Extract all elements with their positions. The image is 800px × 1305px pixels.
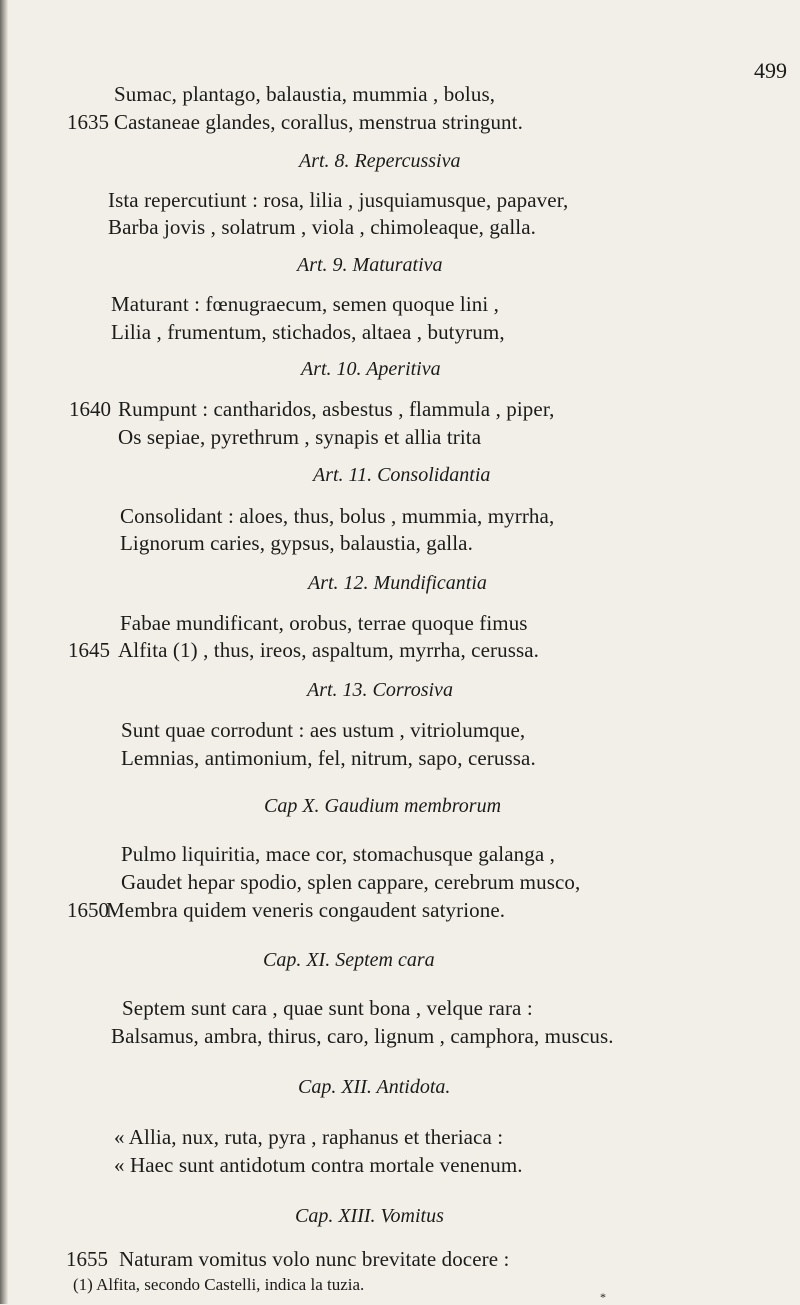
text-line: Septem sunt cara , quae sunt bona , velque rara : — [122, 996, 533, 1020]
chapter-heading: Cap. XI. Septem cara — [263, 949, 435, 971]
page-binding-edge — [0, 0, 8, 1304]
text-line: Lilia , frumentum, stichados, altaea , butyrum, — [111, 320, 505, 344]
text-line: Alfita (1) , thus, ireos, aspaltum, myrrha, cerussa. — [118, 638, 540, 662]
section-heading: Art. 10. Aperitiva — [301, 358, 441, 380]
text-line: Rumpunt : cantharidos, asbestus , flammula , piper, — [118, 397, 555, 421]
text-line: Lemnias, antimonium, fel, nitrum, sapo, cerussa. — [121, 746, 536, 770]
chapter-heading: Cap X. Gaudium membrorum — [264, 795, 502, 817]
printer-mark: * — [600, 1290, 606, 1304]
chapter-heading: Cap. XIII. Vomitus — [295, 1205, 444, 1227]
text-line: « Haec sunt antidotum contra mortale venenum. — [114, 1153, 523, 1177]
text-line: Pulmo liquiritia, mace cor, stomachusque galanga , — [121, 842, 555, 866]
text-line: Consolidant : aloes, thus, bolus , mummia, myrrha, — [120, 504, 555, 528]
section-heading: Art. 13. Corrosiva — [307, 679, 453, 701]
text-line: Sumac, plantago, balaustia, mummia , bolus, — [114, 82, 496, 106]
section-heading: Art. 8. Repercussiva — [299, 150, 461, 172]
line-number: 1650 — [67, 898, 109, 922]
section-heading: Art. 9. Maturativa — [297, 254, 443, 276]
text-line: Naturam vomitus volo nunc brevitate docere : — [119, 1247, 510, 1271]
text-line: Maturant : fœnugraecum, semen quoque lini , — [111, 292, 500, 316]
text-line: Sunt quae corrodunt : aes ustum , vitriolumque, — [121, 718, 526, 742]
line-number: 1640 — [69, 397, 111, 421]
chapter-heading: Cap. XII. Antidota. — [298, 1076, 451, 1098]
section-heading: Art. 11. Consolidantia — [313, 464, 491, 486]
text-line: « Allia, nux, ruta, pyra , raphanus et theriaca : — [114, 1125, 504, 1149]
footnote: (1) Alfita, secondo Castelli, indica la tuzia. — [73, 1275, 365, 1294]
text-line: Os sepiae, pyrethrum , synapis et allia trita — [118, 425, 482, 449]
line-number: 1635 — [67, 110, 109, 134]
text-line: Barba jovis , solatrum , viola , chimoleaque, galla. — [108, 215, 537, 239]
text-line: Castaneae glandes, corallus, menstrua stringunt. — [114, 110, 523, 134]
text-line: Ista repercutiunt : rosa, lilia , jusquiamusque, papaver, — [108, 188, 569, 212]
text-line: Balsamus, ambra, thirus, caro, lignum , camphora, muscus. — [111, 1024, 614, 1048]
text-line: Membra quidem veneris congaudent satyrione. — [106, 898, 506, 922]
page-number: 499 — [754, 58, 787, 83]
text-line: Fabae mundificant, orobus, terrae quoque fimus — [120, 611, 528, 635]
text-line: Lignorum caries, gypsus, balaustia, galla. — [120, 531, 473, 555]
section-heading: Art. 12. Mundificantia — [308, 572, 487, 594]
line-number: 1655 — [66, 1247, 108, 1271]
line-number: 1645 — [68, 638, 110, 662]
text-line: Gaudet hepar spodio, splen cappare, cerebrum musco, — [121, 870, 581, 894]
